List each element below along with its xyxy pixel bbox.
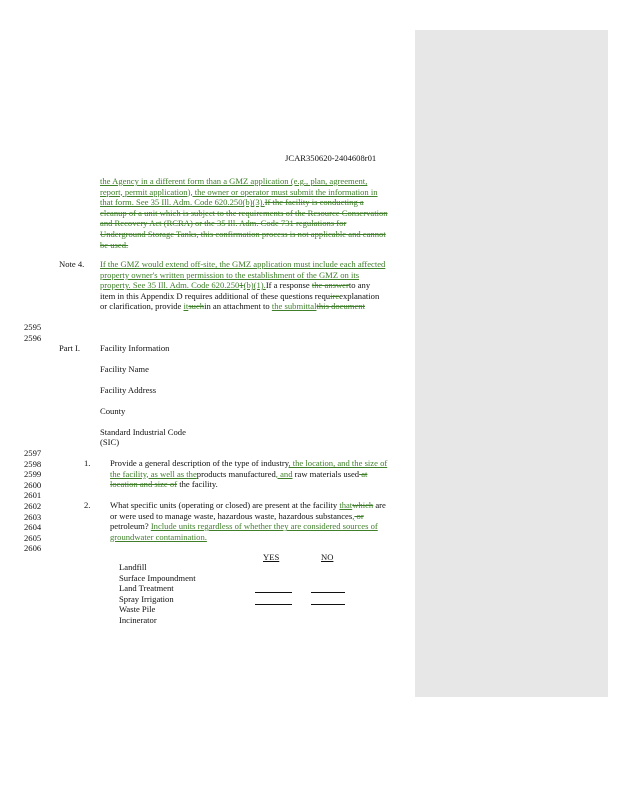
text-run: or were used to manage waste, hazardous waste, hazardous substances (110, 510, 353, 521)
units-list (119, 562, 196, 626)
inserted-text: property. See 35 Ill. Adm. Code 620.250 (100, 280, 240, 291)
text-line (100, 218, 388, 229)
deleted-text: the answer (311, 280, 349, 291)
unit-type-row: Waste Pile (119, 604, 156, 615)
unit-type-row: Incinerator (119, 614, 157, 625)
text-run: item in this Appendix D requires additional of these questions requ (100, 290, 331, 301)
text-run: to any (348, 280, 371, 291)
part-1-heading: Facility Information (100, 343, 170, 353)
inserted-text: the Agency in a different form than a GMZ application (e.g., plan, agreement, (100, 176, 368, 186)
unit-type-row: Landfill (119, 562, 147, 572)
no-column-header: NO (321, 552, 334, 562)
line-number: 2604 (24, 522, 42, 533)
text-line (110, 469, 387, 480)
yes-answer-blank[interactable] (255, 604, 292, 605)
text-run: or clarification, provide (100, 301, 184, 312)
inserted-text: , and (275, 468, 293, 479)
text-line (100, 176, 388, 187)
deleted-text: or (354, 510, 364, 521)
text-line (100, 301, 385, 312)
line-number: 2597 (24, 448, 42, 458)
deleted-text: cleanup of a unit which is subject to the requirements of the Resource Conservation (100, 207, 388, 218)
document-id-header: JCAR350620-2404608r01 (285, 153, 377, 163)
text-run: the facility. (177, 479, 218, 490)
facility-name-field: Facility Name (100, 364, 149, 374)
text-run: raw materials used (292, 468, 360, 479)
note-4-paragraph (100, 259, 385, 312)
sic-field-sub: (SIC) (100, 437, 120, 447)
text-run: If a response (265, 280, 312, 291)
text-line (110, 479, 387, 490)
facility-address-field: Facility Address (100, 385, 157, 395)
deleted-text: at (359, 468, 368, 479)
inserted-text: report, permit application), the owner or operator must submit the information in (100, 186, 378, 197)
question-2-number: 2. (84, 500, 91, 510)
inserted-text: that form. See 35 Ill. Adm. Code 620.250(b)(3). (100, 197, 265, 208)
inserted-text: If the GMZ would extend off-site, the GMZ application must include each affected (100, 259, 386, 269)
text-run: products manufactured (196, 468, 276, 479)
comment-pane (415, 30, 608, 697)
question-1-number: 1. (84, 458, 91, 468)
county-field: County (100, 406, 126, 416)
text-line (100, 229, 388, 240)
inserted-text: property owner's written permission to the establishment of the GMZ on its (100, 269, 360, 280)
text-run: in an attachment to (204, 301, 272, 312)
inserted-text: the submittal (271, 301, 317, 312)
yes-answer-blank[interactable] (255, 592, 292, 593)
deleted-text: this document (316, 301, 365, 312)
text-line (110, 511, 386, 522)
deleted-text: which (352, 500, 374, 510)
sic-field: Standard Industrial Code (100, 427, 186, 437)
line-number: 2601 (24, 490, 42, 501)
line-number: 2598 (24, 458, 42, 469)
deleted-text: Underground Storage Tanks, this confirmation process is not applicable and cannot (100, 228, 386, 239)
deleted-text: be used. (100, 239, 129, 250)
text-run: are (373, 500, 386, 510)
text-line (100, 270, 385, 281)
part-1-label: Part I. (59, 343, 81, 353)
note-4-label: Note 4. (59, 259, 85, 269)
intro-paragraph (100, 176, 388, 250)
line-number: 2600 (24, 479, 42, 490)
unit-type-row: Surface Impoundment (119, 572, 196, 583)
line-number: 2605 (24, 532, 42, 543)
line-number: 2603 (24, 511, 42, 522)
text-line (100, 291, 385, 302)
text-line (100, 197, 388, 208)
line-number: 2599 (24, 469, 42, 480)
text-line (100, 187, 388, 198)
inserted-text: it (183, 301, 189, 312)
line-number: 2595 (24, 322, 42, 332)
question-2-text (110, 500, 386, 542)
unit-type-row: Spray Irrigation (119, 593, 174, 604)
question-1-text (110, 458, 387, 490)
line-number: 2596 (24, 333, 42, 343)
line-number: 2602 (24, 500, 42, 511)
text-line (100, 259, 385, 270)
deleted-text: 1 (239, 280, 244, 291)
text-line (100, 208, 388, 219)
deleted-text: ire (330, 290, 340, 301)
deleted-text: such (188, 301, 205, 312)
deleted-text: If the facility is conducting a (264, 197, 364, 208)
text-run: petroleum? (110, 521, 151, 532)
line-number-column (24, 448, 41, 554)
inserted-text: the facility, as well as the (110, 468, 197, 479)
text-line (110, 521, 386, 532)
deleted-text: location and size of (110, 479, 178, 490)
unit-type-row: Land Treatment (119, 583, 174, 594)
text-line (110, 532, 386, 543)
no-answer-blank[interactable] (311, 592, 345, 593)
text-run: What specific units (operating or closed) are present at the facility (110, 500, 340, 510)
text-run: explanation (339, 290, 380, 301)
text-run: Provide a general description of the type of industry (110, 458, 289, 468)
inserted-text: Include units regardless of whether they are considered sources of (150, 521, 378, 532)
line-number: 2606 (24, 543, 42, 554)
deleted-text: and Recovery Act (RCRA) or the 35 Ill. Adm. Code 731 regulations for (100, 218, 347, 229)
inserted-text: , the location, and the size of (288, 458, 388, 468)
text-line (110, 500, 386, 511)
yes-column-header: YES (263, 552, 280, 562)
text-line (110, 458, 387, 469)
inserted-text: , (352, 510, 355, 521)
text-line (100, 240, 388, 251)
text-line (100, 280, 385, 291)
inserted-text: that (339, 500, 353, 510)
inserted-text: (b)(1). (243, 280, 266, 291)
no-answer-blank[interactable] (311, 604, 345, 605)
inserted-text: groundwater contamination. (110, 531, 207, 542)
